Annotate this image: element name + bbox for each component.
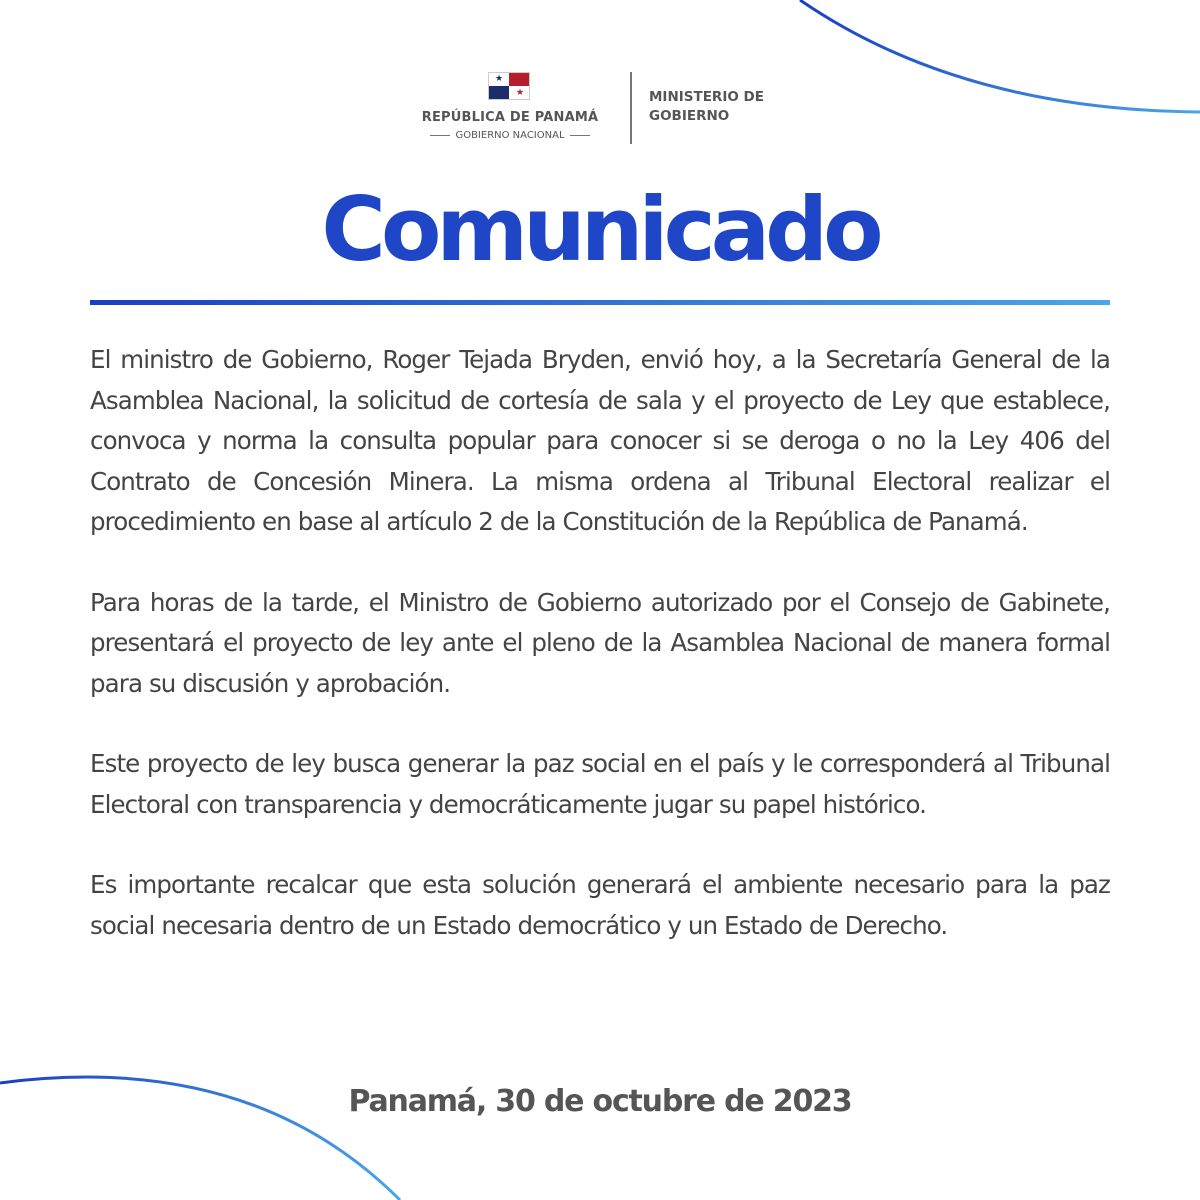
panama-flag-icon: ★ ★ xyxy=(488,72,530,100)
top-right-curve xyxy=(800,0,1200,112)
paragraph-4: Es importante recalcar que esta solución generará el ambiente necesario para la paz social necesaria dentro de un Estado democrático y un Estado de Derecho. xyxy=(90,870,1110,940)
title-underline xyxy=(90,300,1110,305)
communique-body xyxy=(90,340,1110,986)
paragraph-3: Este proyecto de ley busca generar la paz social en el país y le corresponderá al Tribunal Electoral con transparencia y democráticamente jugar su papel histórico. xyxy=(90,749,1110,819)
republic-name: REPÚBLICA DE PANAMÁ xyxy=(421,110,599,125)
government-name: GOBIERNO NACIONAL xyxy=(400,130,620,141)
ministry-name: MINISTERIO DE GOBIERNO xyxy=(649,89,764,124)
header-logo xyxy=(400,72,800,148)
page-title: Comunicado xyxy=(321,178,879,281)
paragraph-1: El ministro de Gobierno, Roger Tejada Bryden, envió hoy, a la Secretaría General de la Asamblea Nacional, la solicitud de cortesía de sala y el proyecto de Ley que establece, convoca y norma la consulta popular para conocer si se deroga o no la Ley 406 del Contrato de Concesión Minera. La misma ordena al Tribunal Electoral realizar el procedimiento en base al artículo 2 de la Constitución de la República de Panamá. xyxy=(90,345,1110,536)
government-logo xyxy=(400,72,620,148)
paragraph-2: Para horas de la tarde, el Ministro de Gobierno autorizado por el Consejo de Gabinete, presentará el proyecto de ley ante el pleno de la Asamblea Nacional de manera formal para su discusión y aprobación. xyxy=(90,587,1110,698)
date-line: Panamá, 30 de octubre de 2023 xyxy=(348,1084,852,1119)
header-divider xyxy=(630,72,632,144)
